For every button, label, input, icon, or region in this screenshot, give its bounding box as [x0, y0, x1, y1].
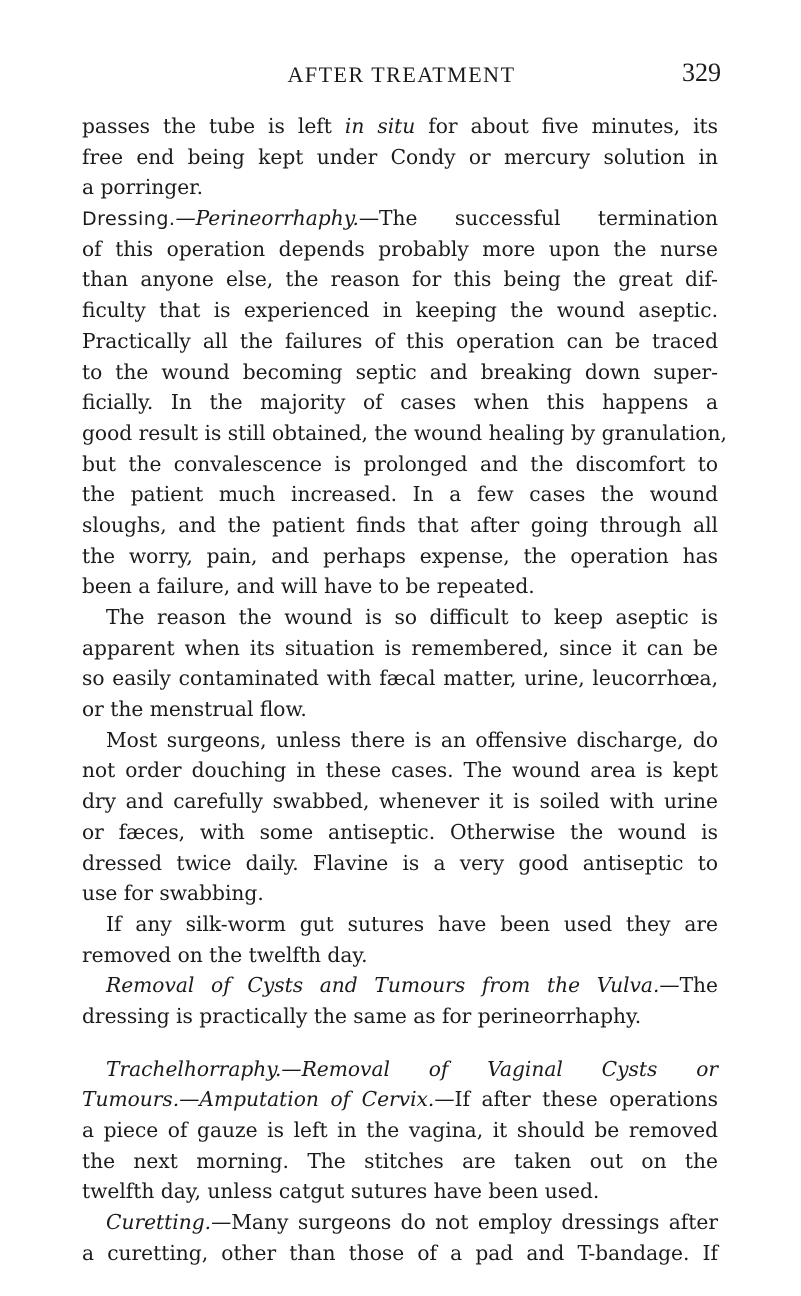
paragraph-gap: [82, 1032, 718, 1054]
text-line: ficially. In the majority of cases when this happens a: [82, 390, 718, 415]
text-line: a curetting, other than those of a pad and T-bandage. If: [82, 1240, 718, 1265]
text-line: Removal of Cysts and Tumours from the Vulva.—The: [106, 973, 718, 998]
section-heading-curetting: Curetting.: [106, 1210, 212, 1235]
running-title: AFTER TREATMENT: [287, 62, 516, 87]
text-line: not order douching in these cases. The wound area is kept: [82, 758, 718, 783]
text-line: [82, 1054, 718, 1085]
text-line: than anyone else, the reason for this being the great dif-: [82, 267, 718, 292]
text-line: been a failure, and will have to be repeated.: [82, 574, 535, 599]
text-line: Dressing.—Perineorrhaphy.—The successful termination: [82, 206, 718, 231]
text-line: twelfth day, unless catgut sutures have been used.: [82, 1179, 600, 1204]
text-line: Tumours.—Amputation of Cervix.—If after these operations: [82, 1087, 718, 1112]
text-line: but the convalescence is prolonged and the discomfort to: [82, 451, 718, 476]
text-line: good result is still obtained, the wound healing by granulation,: [82, 420, 727, 445]
text-line: The reason the wound is so difficult to keep aseptic is: [106, 605, 718, 629]
text-line: or the menstrual flow.: [82, 697, 307, 722]
text-line: removed on the twelfth day.: [82, 942, 368, 967]
text-line: so easily contaminated with fæcal matter, urine, leucorrhœa,: [82, 666, 718, 691]
text-line: the patient much increased. In a few cases the wound: [82, 482, 718, 507]
text-line: ficulty that is experienced in keeping the wound aseptic.: [82, 298, 718, 323]
text-line: Most surgeons, unless there is an offensive discharge, do: [106, 727, 718, 752]
text-line: a porringer.: [82, 175, 204, 200]
page-number: 329: [682, 58, 721, 87]
text-line: the next morning. The stitches are taken out on the: [82, 1148, 718, 1173]
text-line: use for swabbing.: [82, 881, 264, 906]
section-heading-removal: Removal of Cysts and Tumours from the Vulva.: [106, 973, 660, 998]
page-body: [82, 111, 727, 1268]
text-line: free end being kept under Condy or mercury solution in: [82, 144, 718, 169]
text-line: Curetting.—Many surgeons do not employ dressings after: [106, 1210, 718, 1235]
text-line: or fæces, with some antiseptic. Otherwise the wound is: [82, 819, 718, 844]
text-line: of this operation depends probably more upon the nurse: [82, 236, 718, 261]
text-line: passes the tube is left in situ for about five minutes, its: [82, 114, 719, 138]
text-line: apparent when its situation is remembered, since it can be: [82, 635, 718, 660]
section-heading-trachelhorraphy: Trachelhorraphy.—Removal of Vaginal Cysts or: [106, 1056, 718, 1081]
text-line: to the wound becoming septic and breaking down super-: [82, 359, 718, 384]
text-line: dressing is practically the same as for perineorrhaphy.: [82, 1003, 642, 1028]
section-heading-dressing: Dressing.: [82, 208, 176, 231]
text-line: sloughs, and the patient finds that after going through all: [82, 512, 718, 537]
text-line: the worry, pain, and perhaps expense, the operation has: [82, 543, 718, 568]
text-line: Practically all the failures of this operation can be traced: [82, 328, 718, 353]
text-line: If any silk-worm gut sutures have been used they are: [106, 911, 718, 936]
running-header: [82, 58, 721, 96]
text-line: dressed twice daily. Flavine is a very good antiseptic to: [82, 850, 718, 875]
text-line: a piece of gauze is left in the vagina, it should be removed: [82, 1118, 718, 1142]
text-line: dry and carefully swabbed, whenever it is soiled with urine: [82, 789, 718, 814]
